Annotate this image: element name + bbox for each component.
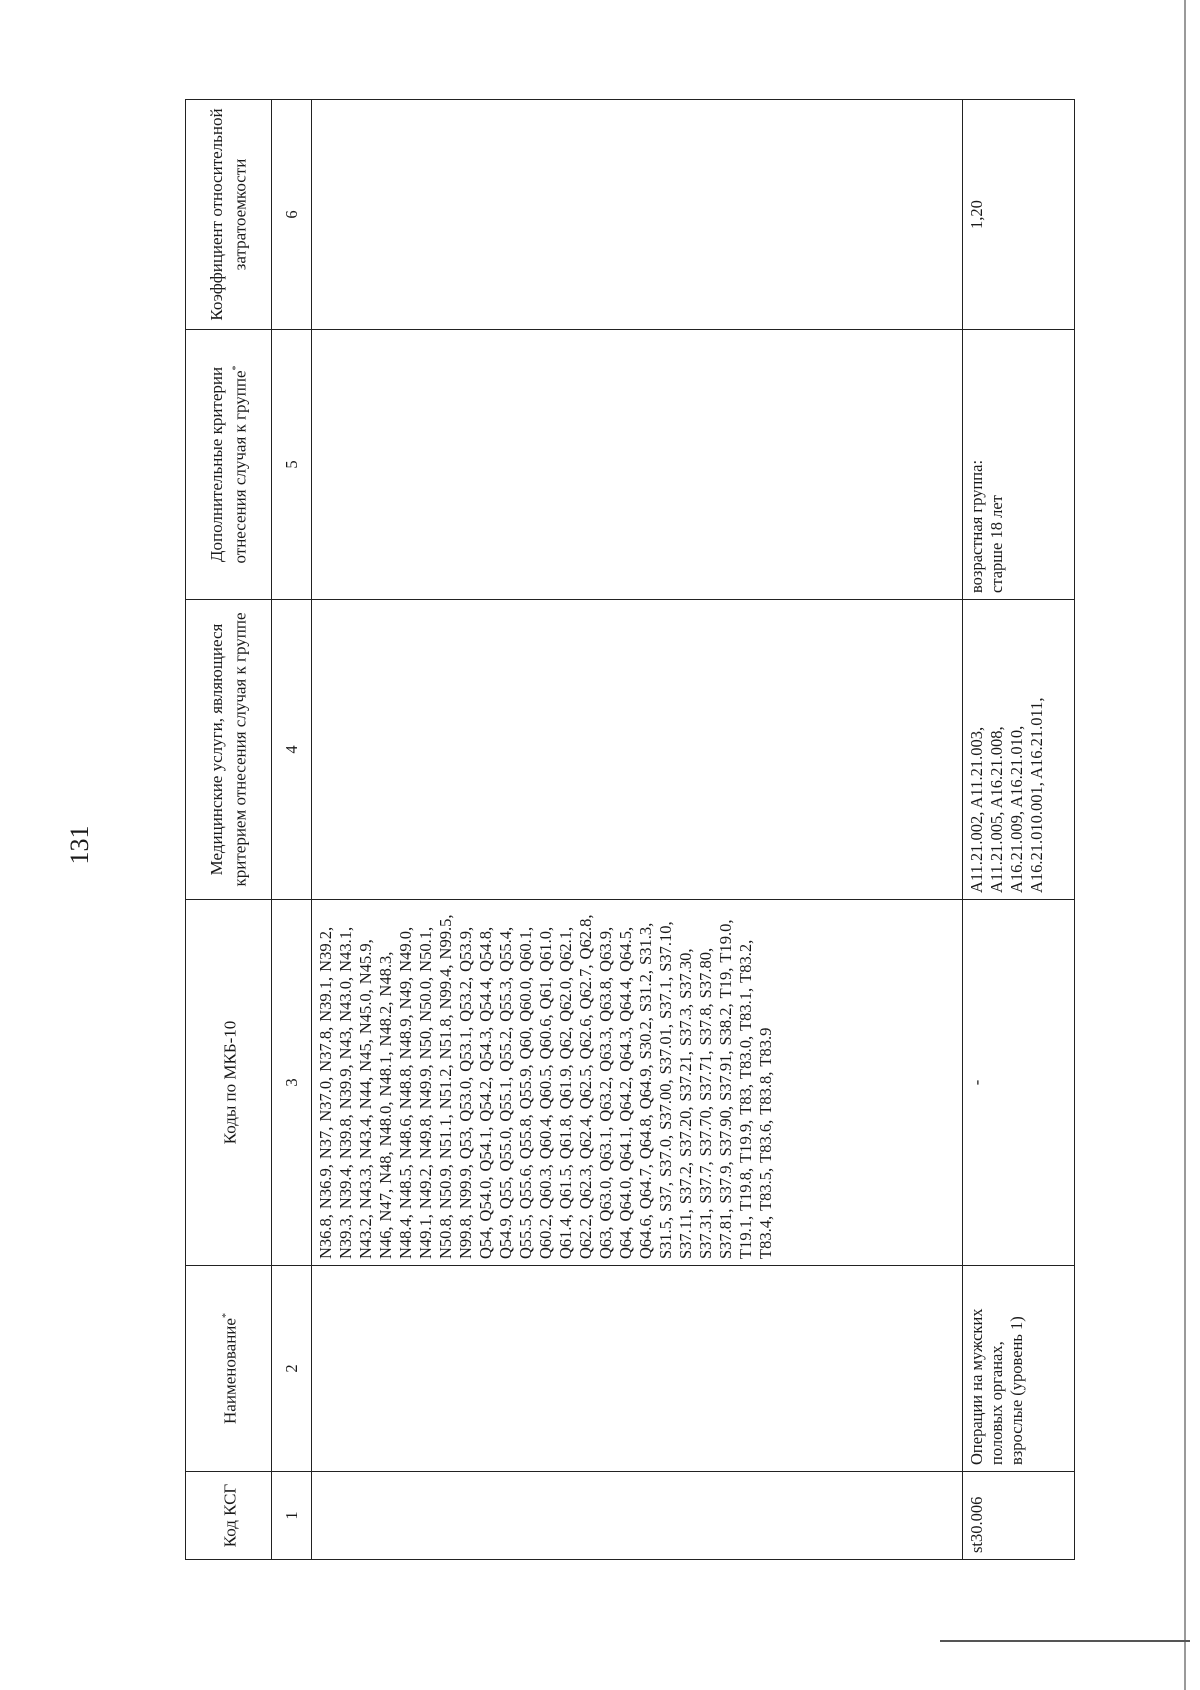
- column-number: 1: [272, 1472, 312, 1560]
- icd-code: Q53.2,: [456, 976, 475, 1022]
- icd-code: S37.0,: [656, 1134, 675, 1177]
- icd-code: S37.21,: [676, 1051, 695, 1102]
- icd-code: S37.11,: [676, 1209, 695, 1259]
- icd-code: T19,: [716, 967, 735, 999]
- icd-code: S37.20,: [676, 1106, 695, 1157]
- icd-code: T83.9: [756, 1027, 775, 1067]
- icd-code: S37.10,: [656, 921, 675, 972]
- services-cell: A11.21.002, A11.21.003, A11.21.005, A16.21.008, A16.21.009, A16.21.010, A16.21.010.001, A16.21.011,: [963, 600, 1075, 900]
- icd-code: Q54.3,: [476, 1026, 495, 1072]
- icd-code: N43.0,: [336, 976, 355, 1022]
- icd-code: S37.1,: [656, 976, 675, 1019]
- icd-code: N36.9,: [316, 1164, 335, 1210]
- icd-code: N44,: [356, 1076, 375, 1110]
- icd-code: Q63.3,: [596, 1026, 615, 1072]
- icd-code: Q62.2,: [576, 1214, 595, 1259]
- icd-code: N47,: [376, 1188, 395, 1222]
- icd-code: N43.4,: [356, 1114, 375, 1160]
- column-number: 5: [272, 330, 312, 600]
- icd-codes-dash: -: [967, 1079, 986, 1086]
- column-number: 4: [272, 600, 312, 900]
- icd-code: N48.4,: [396, 1214, 415, 1259]
- icd-code: N49,: [396, 976, 415, 1010]
- icd-code: N39.9,: [336, 1064, 355, 1110]
- icd-code: Q64.4,: [616, 976, 635, 1022]
- icd-code: Q64.2,: [616, 1076, 635, 1122]
- icd-code: N49.0,: [396, 926, 415, 972]
- icd-code: Q63.1,: [596, 1126, 615, 1172]
- icd-code: Q62.0,: [556, 976, 575, 1022]
- services-cell: [312, 600, 963, 900]
- icd-code: N48.9,: [396, 1014, 415, 1060]
- icd-code: N43.3,: [356, 1164, 375, 1210]
- icd-code: N37.8,: [316, 1026, 335, 1072]
- icd-code: Q61,: [536, 976, 555, 1010]
- icd-code: N50.9,: [436, 1164, 455, 1210]
- header-additional-criteria: Дополнительные критерии отнесения случая к группе*: [186, 330, 272, 600]
- coefficient-cell: [963, 100, 1075, 330]
- icd-code: Q64,: [616, 1226, 635, 1259]
- icd-code: Q62.7,: [576, 964, 595, 1010]
- icd-codes-cell: [312, 900, 963, 1266]
- icd-code: Q61.0,: [536, 926, 555, 972]
- icd-code: Q64.0,: [616, 1176, 635, 1222]
- icd-codes-cell: [963, 900, 1075, 1266]
- icd-code: Q54,: [476, 1226, 495, 1259]
- icd-code: N48.6,: [396, 1114, 415, 1160]
- icd-code: Q62.3,: [576, 1164, 595, 1210]
- icd-code: N46,: [376, 1226, 395, 1259]
- icd-code: T19.1,: [736, 1215, 755, 1259]
- ksg-code-cell: st30.006: [963, 1472, 1075, 1560]
- icd-code: Q64.8,: [636, 1114, 655, 1160]
- table-header-row: [186, 100, 272, 1560]
- icd-code: Q60.0,: [516, 976, 535, 1022]
- table-row: [963, 100, 1075, 1560]
- coefficient-value: 1,20: [967, 200, 986, 229]
- icd-code: Q60.3,: [536, 1164, 555, 1210]
- header-medical-services: Медицинские услуги, являющиеся критерием отнесения случая к группе: [186, 600, 272, 900]
- icd-code: N49.1,: [416, 1214, 435, 1259]
- icd-code: S37.81,: [716, 1208, 735, 1259]
- icd-code: T83.4,: [756, 1215, 775, 1259]
- column-number-row: [272, 100, 312, 1560]
- scan-edge-line: [1184, 0, 1186, 1690]
- icd-code: Q60.1,: [516, 926, 535, 972]
- header-coefficient: Коэффициент относительной затратоемкости: [186, 100, 272, 330]
- icd-code: N39.2,: [316, 926, 335, 972]
- icd-code: Q62,: [556, 1026, 575, 1060]
- icd-code: Q63.0,: [596, 1176, 615, 1222]
- icd-code: S37.30,: [676, 948, 695, 999]
- scan-bottom-line: [940, 1640, 1190, 1642]
- icd-code: Q54.2,: [476, 1076, 495, 1122]
- icd-code: Q54.1,: [476, 1126, 495, 1172]
- criteria-cell: [312, 330, 963, 600]
- icd-code: S31.2,: [636, 969, 655, 1013]
- icd-code: T83.1,: [736, 987, 755, 1031]
- icd-code: Q55.6,: [516, 1164, 535, 1210]
- icd-code: N50.0,: [416, 976, 435, 1022]
- icd-code: S37.71,: [696, 1050, 715, 1101]
- icd-code: N48,: [376, 1151, 395, 1184]
- icd-code: N43.2,: [356, 1214, 375, 1259]
- icd-code: Q62.4,: [576, 1114, 595, 1160]
- icd-code: N36.8,: [316, 1214, 335, 1259]
- icd-code: Q64.9,: [636, 1064, 655, 1110]
- icd-code: T83.2,: [736, 939, 755, 983]
- icd-code: N49.9,: [416, 1064, 435, 1110]
- icd-code: N50,: [416, 1026, 435, 1060]
- icd-code: Q54.0,: [476, 1176, 495, 1222]
- icd-code: S31.5,: [656, 1216, 675, 1259]
- icd-code: Q64.1,: [616, 1126, 635, 1172]
- icd-code: Q64.6,: [636, 1214, 655, 1259]
- icd-code: Q62.6,: [576, 1014, 595, 1060]
- icd-code: S37.2,: [676, 1161, 695, 1205]
- icd-code: S37.80,: [696, 947, 715, 999]
- table-row: [312, 100, 963, 1560]
- icd-code: N99.4,: [436, 964, 455, 1010]
- icd-code: Q55.1,: [496, 1076, 515, 1122]
- icd-code: S38.2,: [716, 1003, 735, 1046]
- icd-code: S37.8,: [696, 1003, 715, 1046]
- icd-code: Q53,: [456, 1126, 475, 1160]
- icd-code: N39.3,: [336, 1214, 355, 1259]
- icd-code: S37.00,: [656, 1079, 675, 1130]
- icd-code: Q61.9,: [556, 1064, 575, 1110]
- icd-code: Q64.3,: [616, 1026, 635, 1072]
- icd-code: N99.5,: [436, 914, 455, 960]
- icd-code: S37.31,: [696, 1208, 715, 1259]
- icd-code: S37.9,: [716, 1161, 735, 1204]
- icd-code: N50.1,: [416, 926, 435, 972]
- icd-code: T19.0,: [716, 919, 735, 963]
- icd-code: N39.4,: [336, 1164, 355, 1210]
- icd-code: Q55.4,: [496, 926, 515, 972]
- icd-code: Q62.8,: [576, 914, 595, 960]
- icd-code: N48.5,: [396, 1164, 415, 1210]
- page-number: 131: [65, 825, 94, 865]
- icd-code: N99.8,: [456, 1214, 475, 1259]
- header-ksg-code: Код КСГ: [186, 1472, 272, 1560]
- icd-code: S31.3,: [636, 922, 655, 965]
- icd-code: Q55.9,: [516, 1064, 535, 1110]
- column-number: 3: [272, 900, 312, 1266]
- ksg-table: [185, 99, 1075, 1560]
- icd-code: N43.1,: [336, 926, 355, 972]
- icd-code: Q64.7,: [636, 1164, 655, 1210]
- icd-code: S37.01,: [656, 1023, 675, 1075]
- icd-code: Q62.1,: [556, 926, 575, 972]
- icd-code: Q54.4,: [476, 976, 495, 1022]
- icd-code: Q60.5,: [536, 1064, 555, 1110]
- ksg-code-cell: [312, 1472, 963, 1560]
- icd-code: Q64.5,: [616, 926, 635, 972]
- icd-code: N39.8,: [336, 1114, 355, 1160]
- icd-code: Q60.6,: [536, 1014, 555, 1060]
- column-number: 6: [272, 100, 312, 330]
- icd-code: T83.8,: [756, 1071, 775, 1115]
- icd-code: N48.8,: [396, 1064, 415, 1110]
- icd-code: N49.2,: [416, 1164, 435, 1210]
- icd-code: Q55.0,: [496, 1126, 515, 1172]
- icd-code: T83,: [736, 1084, 755, 1115]
- icd-code: N45.9,: [356, 939, 375, 985]
- name-cell: [312, 1266, 963, 1472]
- icd-code: N48.0,: [376, 1101, 395, 1147]
- rotated-table-container: [185, 100, 1075, 1560]
- icd-code: Q60.2,: [536, 1214, 555, 1259]
- icd-code: Q54.9,: [496, 1214, 515, 1259]
- icd-code: Q62.5,: [576, 1064, 595, 1110]
- coefficient-cell: [312, 100, 963, 330]
- icd-code: Q60.4,: [536, 1114, 555, 1160]
- icd-code: Q61.4,: [556, 1214, 575, 1259]
- icd-code: N39.1,: [316, 976, 335, 1022]
- icd-code: N48.3,: [376, 951, 395, 997]
- header-name: Наименование*: [186, 1266, 272, 1472]
- icd-code: S37.91,: [716, 1050, 735, 1101]
- icd-code-list: [316, 906, 776, 1259]
- icd-code: N51.2,: [436, 1064, 455, 1110]
- icd-code: Q63.8,: [596, 976, 615, 1022]
- icd-code: Q60,: [516, 1026, 535, 1060]
- name-cell: Операции на мужских половых органах, взрослые (уровень 1): [963, 1266, 1075, 1472]
- icd-code: Q53.1,: [456, 1026, 475, 1072]
- icd-code: N37,: [316, 1126, 335, 1160]
- icd-code: Q61.5,: [556, 1164, 575, 1210]
- icd-code: S37.7,: [696, 1161, 715, 1204]
- icd-code: N51.8,: [436, 1014, 455, 1060]
- column-number: 2: [272, 1266, 312, 1472]
- criteria-cell: возрастная группа: старше 18 лет: [963, 330, 1075, 600]
- icd-code: T19.9,: [736, 1119, 755, 1163]
- icd-code: T83.6,: [756, 1119, 775, 1163]
- icd-code: S37,: [656, 1182, 675, 1212]
- icd-code: Q55.8,: [516, 1114, 535, 1160]
- icd-code: N43,: [336, 1026, 355, 1060]
- icd-code: T19.8,: [736, 1167, 755, 1211]
- icd-code: S37.90,: [716, 1105, 735, 1157]
- icd-code: N99.9,: [456, 1164, 475, 1210]
- icd-code: Q63,: [596, 1226, 615, 1259]
- icd-code: S37.3,: [676, 1003, 695, 1047]
- icd-code: Q55,: [496, 1176, 515, 1210]
- icd-code: N48.1,: [376, 1051, 395, 1097]
- icd-code: N45,: [356, 1039, 375, 1072]
- icd-code: N50.8,: [436, 1214, 455, 1259]
- icd-code: Q55.2,: [496, 1026, 515, 1072]
- icd-code: Q61.8,: [556, 1114, 575, 1160]
- icd-code: S30.2,: [636, 1017, 655, 1060]
- icd-code: N45.0,: [356, 989, 375, 1035]
- icd-code: Q53.0,: [456, 1076, 475, 1122]
- icd-code: N51.1,: [436, 1114, 455, 1160]
- icd-code: Q55.3,: [496, 976, 515, 1022]
- icd-code: N37.0,: [316, 1076, 335, 1122]
- icd-code: Q55.5,: [516, 1214, 535, 1259]
- icd-code: Q63.2,: [596, 1076, 615, 1122]
- icd-code: T83.5,: [756, 1167, 775, 1211]
- icd-code: Q54.8,: [476, 926, 495, 972]
- header-icd-codes: Коды по МКБ-10: [186, 900, 272, 1266]
- icd-code: Q53.9,: [456, 926, 475, 972]
- icd-code: T83.0,: [736, 1035, 755, 1079]
- icd-code: S37.70,: [696, 1105, 715, 1157]
- icd-code: N49.8,: [416, 1114, 435, 1160]
- icd-code: Q63.9,: [596, 926, 615, 972]
- icd-code: N48.2,: [376, 1001, 395, 1047]
